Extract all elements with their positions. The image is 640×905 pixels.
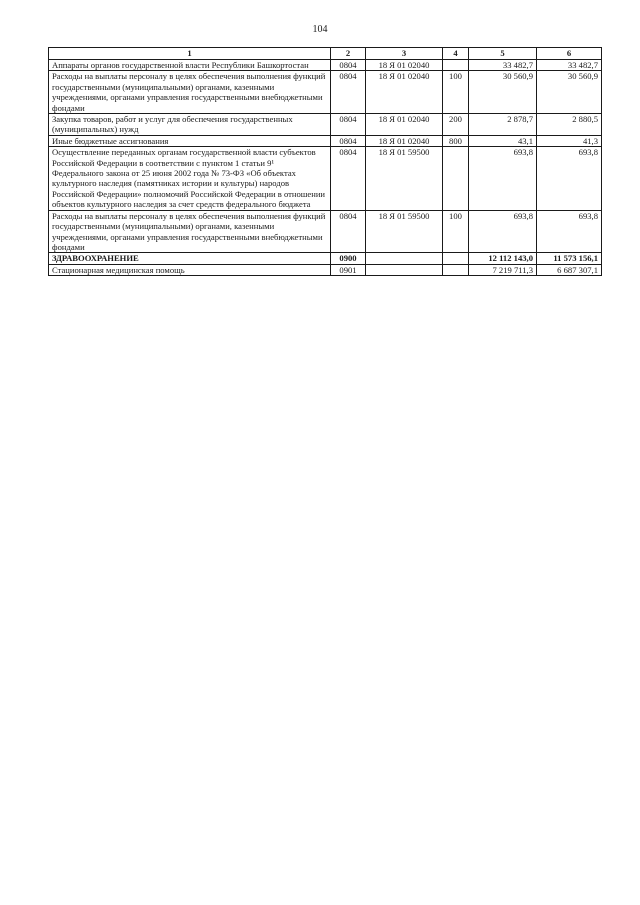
cell-amount-col6: 6 687 307,1 — [537, 264, 602, 275]
cell-expense-type — [443, 253, 469, 264]
cell-target-code: 18 Я 01 02040 — [366, 114, 443, 136]
cell-amount-col6: 693,8 — [537, 210, 602, 253]
header-col-5: 5 — [469, 48, 537, 60]
cell-section-code: 0804 — [331, 147, 366, 210]
cell-name: Расходы на выплаты персоналу в целях обеспечения выполнения функций государственными (муниципальными) органами, казенными учреждениями, органами управления государственными внебюджетными фондами — [49, 210, 331, 253]
cell-amount-col5: 43,1 — [469, 135, 537, 146]
cell-target-code: 18 Я 01 59500 — [366, 147, 443, 210]
cell-amount-col5: 693,8 — [469, 147, 537, 210]
table-row — [49, 71, 602, 114]
cell-name: Стационарная медицинская помощь — [49, 264, 331, 275]
table-row — [49, 210, 602, 253]
cell-target-code: 18 Я 01 59500 — [366, 210, 443, 253]
table-row — [49, 135, 602, 146]
budget-table — [48, 47, 602, 276]
cell-target-code — [366, 264, 443, 275]
cell-amount-col5: 33 482,7 — [469, 60, 537, 71]
cell-expense-type: 200 — [443, 114, 469, 136]
cell-name: Осуществление переданных органам государственной власти субъектов Российской Федерации в соответствии с пунктом 1 статьи 9¹ Федерального закона от 25 июня 2002 года № 73-ФЗ «Об объектах культурного наследия (памятниках истории и культуры) народов Российской Федерации» полномочий Российской Федерации в отношении объектов культурного наследия за счет средств федерального бюджета — [49, 147, 331, 210]
cell-amount-col6: 33 482,7 — [537, 60, 602, 71]
table-row — [49, 264, 602, 275]
header-col-1: 1 — [49, 48, 331, 60]
cell-name: Закупка товаров, работ и услуг для обеспечения государственных (муниципальных) нужд — [49, 114, 331, 136]
cell-expense-type: 100 — [443, 71, 469, 114]
cell-amount-col6: 41,3 — [537, 135, 602, 146]
header-row — [49, 48, 602, 60]
cell-section-code: 0804 — [331, 210, 366, 253]
cell-name: Аппараты органов государственной власти Республики Башкортостан — [49, 60, 331, 71]
cell-amount-col6: 30 560,9 — [537, 71, 602, 114]
cell-section-code: 0804 — [331, 60, 366, 71]
cell-amount-col5: 12 112 143,0 — [469, 253, 537, 264]
cell-expense-type — [443, 147, 469, 210]
cell-expense-type: 800 — [443, 135, 469, 146]
header-col-2: 2 — [331, 48, 366, 60]
cell-section-code: 0804 — [331, 114, 366, 136]
cell-amount-col6: 2 880,5 — [537, 114, 602, 136]
cell-name: ЗДРАВООХРАНЕНИЕ — [49, 253, 331, 264]
table-row — [49, 147, 602, 210]
cell-amount-col5: 693,8 — [469, 210, 537, 253]
cell-section-code: 0900 — [331, 253, 366, 264]
cell-target-code — [366, 253, 443, 264]
header-col-4: 4 — [443, 48, 469, 60]
cell-amount-col6: 693,8 — [537, 147, 602, 210]
cell-name: Расходы на выплаты персоналу в целях обеспечения выполнения функций государственными (муниципальными) органами, казенными учреждениями, органами управления государственными внебюджетными фондами — [49, 71, 331, 114]
table-row — [49, 253, 602, 264]
table-body — [49, 60, 602, 276]
cell-amount-col5: 7 219 711,3 — [469, 264, 537, 275]
cell-amount-col5: 30 560,9 — [469, 71, 537, 114]
table-row — [49, 60, 602, 71]
cell-section-code: 0804 — [331, 71, 366, 114]
table-row — [49, 114, 602, 136]
cell-target-code: 18 Я 01 02040 — [366, 135, 443, 146]
cell-section-code: 0804 — [331, 135, 366, 146]
page-number: 104 — [312, 24, 328, 35]
cell-expense-type — [443, 264, 469, 275]
header-col-3: 3 — [366, 48, 443, 60]
table-header — [49, 48, 602, 60]
cell-target-code: 18 Я 01 02040 — [366, 71, 443, 114]
cell-name: Иные бюджетные ассигнования — [49, 135, 331, 146]
cell-expense-type — [443, 60, 469, 71]
header-col-6: 6 — [537, 48, 602, 60]
cell-target-code: 18 Я 01 02040 — [366, 60, 443, 71]
cell-amount-col5: 2 878,7 — [469, 114, 537, 136]
cell-section-code: 0901 — [331, 264, 366, 275]
cell-amount-col6: 11 573 156,1 — [537, 253, 602, 264]
cell-expense-type: 100 — [443, 210, 469, 253]
